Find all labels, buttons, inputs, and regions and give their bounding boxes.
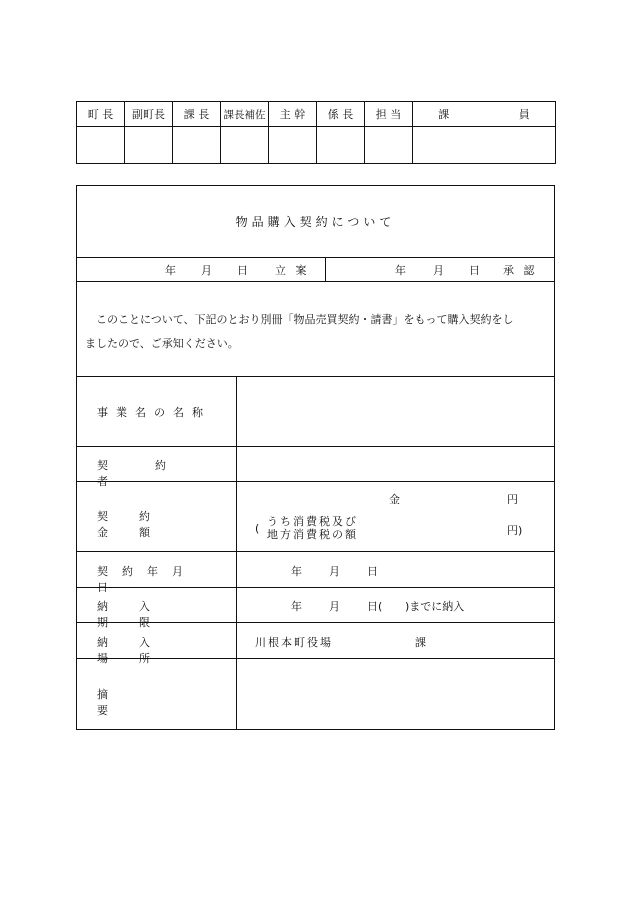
body-text [77, 282, 554, 377]
delivery-place-row [77, 623, 554, 665]
project-name-field[interactable] [237, 377, 554, 446]
remarks-label: 摘要 [77, 659, 237, 729]
delivery-day: 日( [367, 600, 383, 613]
tax-yen: 円) [507, 524, 523, 537]
delivery-deadline-row [77, 588, 554, 629]
approved-year: 年 [395, 264, 406, 277]
contract-month: 月 [329, 565, 340, 578]
project-name-row [77, 377, 554, 447]
tax-line-2: 地方消費税の額 [267, 528, 358, 541]
delivery-deadline-label: 納入期限 [77, 588, 237, 622]
delivery-place-field[interactable] [237, 623, 554, 658]
stamp-box[interactable] [125, 127, 173, 164]
stamp-header-in-charge: 担 当 [365, 102, 413, 127]
approved-date-cell[interactable] [325, 258, 554, 281]
drafted-day: 日 [237, 264, 248, 277]
delivery-month: 月 [329, 600, 340, 613]
contract-amount-field[interactable] [237, 482, 554, 551]
contract-date-field[interactable] [237, 552, 554, 587]
form-title: 物品購入契約について [77, 186, 554, 258]
delivery-place-label: 納入場所 [77, 623, 237, 658]
approval-stamp-table [76, 101, 556, 164]
stamp-header-deputy-mayor: 副町長 [125, 102, 173, 127]
remarks-field[interactable] [237, 659, 554, 729]
purchase-contract-form [76, 185, 555, 730]
approved-month: 月 [433, 264, 444, 277]
approved-label: 承 認 [503, 264, 535, 277]
project-name-label: 事業名の名称 [77, 377, 237, 446]
stamp-header-manager: 主 幹 [269, 102, 317, 127]
contract-day: 日 [367, 565, 378, 578]
contractor-field[interactable] [237, 447, 554, 481]
stamp-box[interactable] [413, 127, 556, 164]
stamp-header-mayor: 町 長 [77, 102, 125, 127]
stamp-box[interactable] [221, 127, 269, 164]
place-section: 課 [415, 636, 426, 649]
delivery-suffix: )までに納入 [405, 600, 465, 613]
tax-line-1: うち消費税及び [267, 515, 358, 528]
stamp-box[interactable] [77, 127, 125, 164]
stamp-box[interactable] [269, 127, 317, 164]
date-row [77, 258, 554, 282]
amount-kin: 金 [389, 493, 400, 506]
stamp-header-section-chief: 課 長 [173, 102, 221, 127]
stamp-header-staff: 課 員 [413, 102, 556, 127]
stamp-box[interactable] [317, 127, 365, 164]
remarks-row [77, 659, 554, 729]
delivery-year: 年 [291, 600, 302, 613]
delivery-deadline-field[interactable] [237, 588, 554, 622]
stamp-box[interactable] [173, 127, 221, 164]
tax-paren-open: ( [255, 522, 260, 535]
stamp-header-assistant-chief: 課長補佐 [221, 102, 269, 127]
body-text-line-1: このことについて、下記のとおり別冊「物品売買契約・請書」をもって購入契約をし [96, 313, 514, 326]
approved-day: 日 [469, 264, 480, 277]
contract-date-row [77, 552, 554, 594]
contract-year: 年 [291, 565, 302, 578]
drafted-month: 月 [201, 264, 212, 277]
contractor-label: 契約者 [77, 447, 237, 481]
stamp-box[interactable] [365, 127, 413, 164]
drafted-label: 立 案 [275, 264, 307, 277]
contract-date-label: 契約年月日 [77, 552, 237, 587]
drafted-date-cell[interactable] [77, 258, 326, 281]
drafted-year: 年 [165, 264, 176, 277]
body-text-line-2: ましたので、ご承知ください。 [85, 337, 239, 350]
contract-amount-row [77, 482, 554, 552]
amount-yen: 円 [507, 493, 518, 506]
place-value: 川根本町役場 [255, 636, 333, 649]
contractor-row [77, 447, 554, 488]
contract-amount-label: 契約金額 [77, 482, 237, 551]
stamp-header-subsection-chief: 係 長 [317, 102, 365, 127]
